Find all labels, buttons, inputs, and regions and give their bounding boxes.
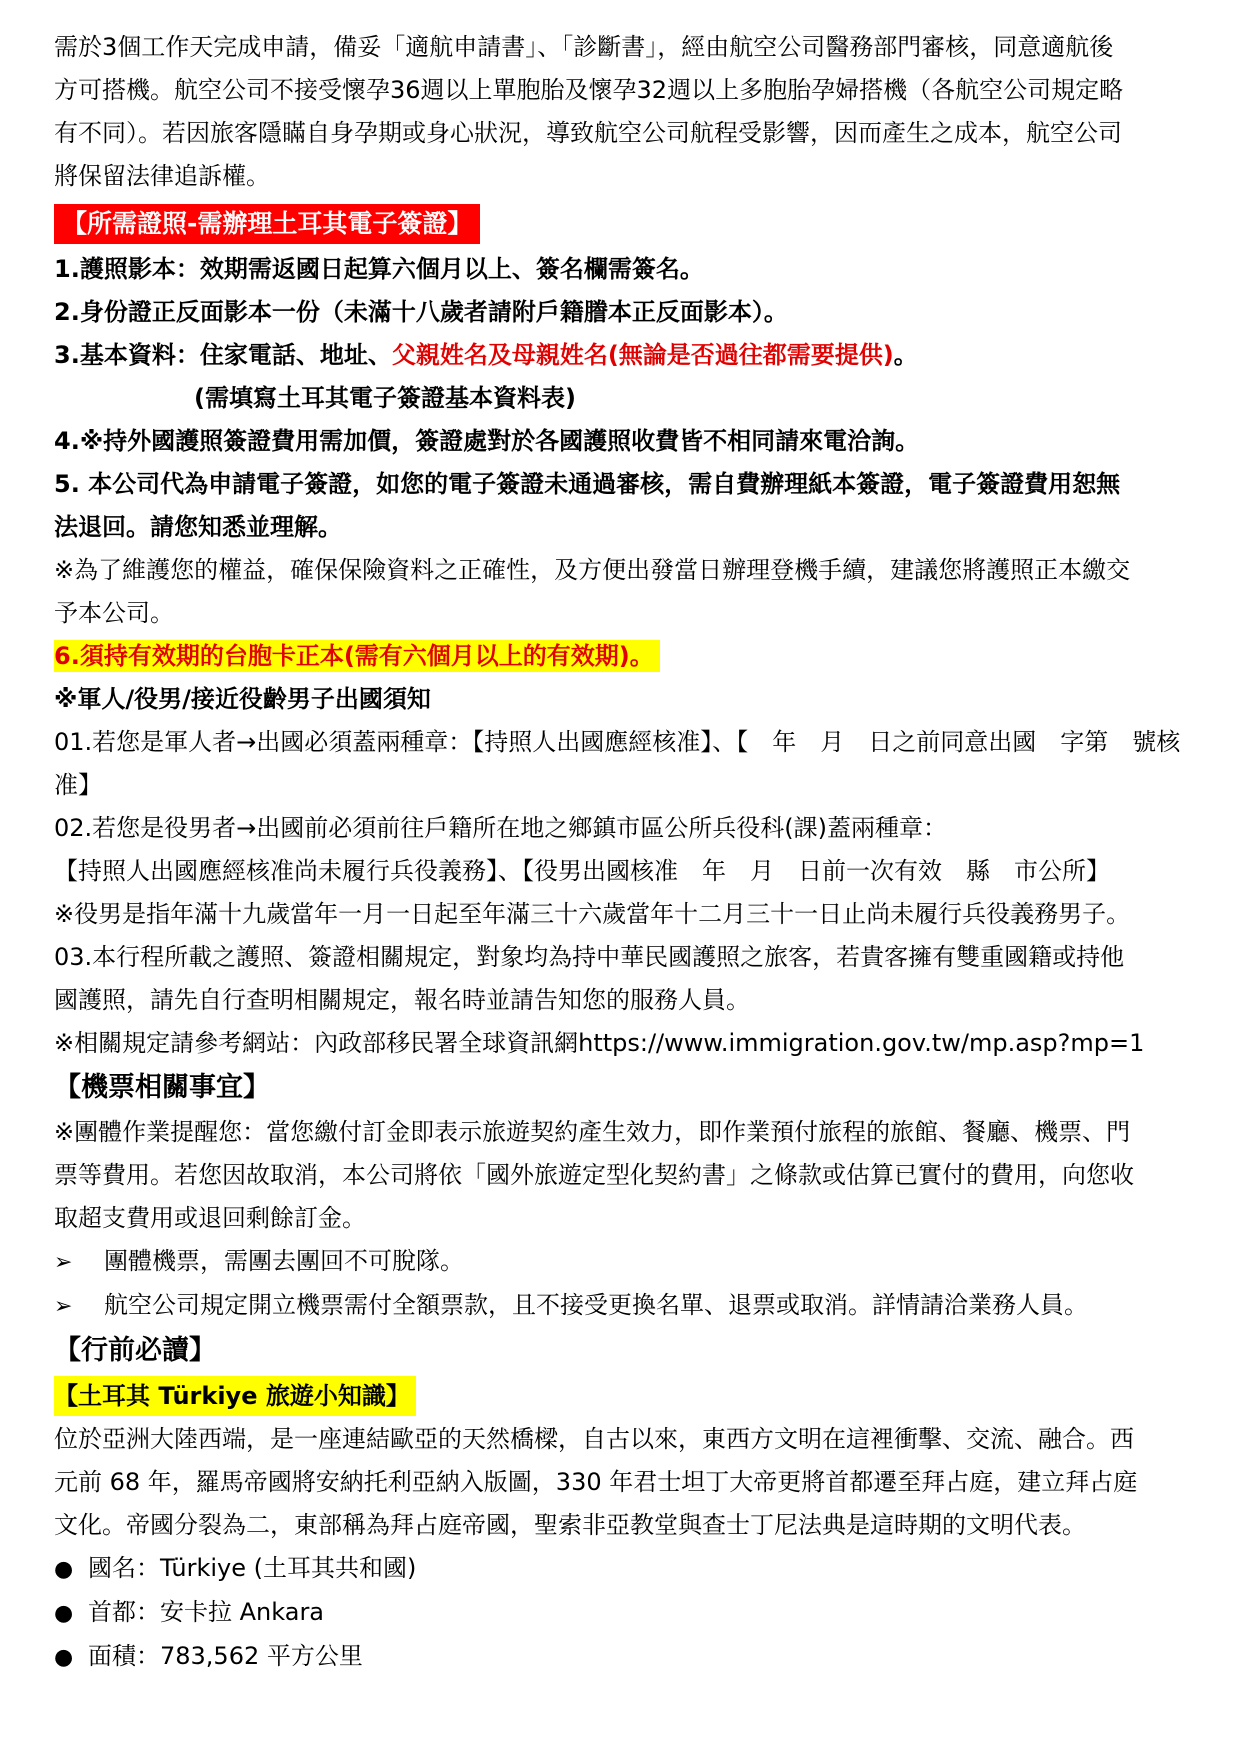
passport-note-line-1: ※為了維護您的權益，確保保險資料之正確性，及方便出發當日辦理登機手續，建議您將護照正本繳交 [54,556,1131,584]
documents-item-6 [54,635,1194,678]
document-page [54,26,1194,1679]
turkey-fact-text: 面積：783,562 平方公里 [88,1642,363,1670]
turkey-fact [54,1547,1194,1591]
tickets-bullet-text: 航空公司規定開立機票需付全額票款，且不接受更換名單、退票或取消。詳情請洽業務人員。 [104,1291,1088,1319]
dot-bullet-icon: ● [54,1557,74,1582]
turkey-desc-line-3: 文化。帝國分裂為二，東部稱為拜占庭帝國，聖索非亞教堂與查士丁尼法典是這時期的文明代表。 [54,1511,1086,1539]
tickets-notice-line-2: 票等費用。若您因故取消，本公司將依「國外旅遊定型化契約書」之條款或估算已實付的費用，向您收 [54,1161,1134,1189]
tickets-notice-line-3: 取超支費用或退回剩餘訂金。 [54,1204,366,1232]
tickets-bullet [54,1284,1194,1328]
arrow-bullet-icon: ➢ [54,1250,73,1275]
turkey-fact-text: 國名：Türkiye (土耳其共和國) [88,1554,417,1582]
documents-title: 【所需證照-需辦理土耳其電子簽證】 [54,204,480,244]
military-item-02-line-2: 【持照人出國應經核准尚未履行兵役義務】、【役男出國核准 年 月 日前一次有效 縣 市公所】 [54,857,1110,885]
turkey-fact [54,1591,1194,1635]
tickets-title: 【機票相關事宜】 [54,1072,270,1103]
dot-bullet-icon: ● [54,1645,74,1670]
intro-line-4: 將保留法律追訴權。 [54,162,270,190]
documents-item-5-line-2: 法退回。請您知悉並理解。 [54,513,342,541]
documents-section [54,198,1194,678]
military-item-01-line-2: 准】 [54,771,102,799]
intro-line-2: 方可搭機。航空公司不接受懷孕36週以上單胞胎及懷孕32週以上多胞胎孕婦搭機（各航空公司規定略 [54,76,1124,104]
arrow-bullet-icon: ➢ [54,1294,73,1319]
intro-line-3: 有不同）。若因旅客隱瞞自身孕期或身心狀況，導致航空公司航程受影響，因而產生之成本，航空公司 [54,119,1122,147]
tickets-bullet-text: 團體機票，需團去團回不可脫隊。 [104,1247,464,1275]
military-reference: ※相關規定請參考網站：內政部移民署全球資訊網https://www.immigration.gov.tw/mp.asp?mp=1 [54,1029,1145,1057]
military-item-03-line-2: 國護照，請先自行查明相關規定，報名時並請告知您的服務人員。 [54,986,750,1014]
documents-item-3-red: 父親姓名及母親姓名(無論是否過往都需要提供) [391,341,894,369]
military-section [54,678,1194,1065]
documents-item-3-suffix: 。 [893,341,918,369]
turkey-desc-line-1: 位於亞洲大陸西端，是一座連結歐亞的天然橋樑，自古以來，東西方文明在這裡衝擊、交流、融合。西 [54,1425,1134,1453]
military-item-03-line-1: 03.本行程所載之護照、簽證相關規定，對象均為持中華民國護照之旅客，若貴客擁有雙重國籍或持他 [54,943,1125,971]
tickets-bullet [54,1240,1194,1284]
dot-bullet-icon: ● [54,1601,74,1626]
documents-item-5-line-1: 5. 本公司代為申請電子簽證，如您的電子簽證未通過審核，需自費辦理紙本簽證，電子簽證費用恕無 [54,470,1121,498]
military-item-02-line-1: 02.若您是役男者→出國前必須前往戶籍所在地之鄉鎮市區公所兵役科(課)蓋兩種章： [54,814,948,842]
turkey-fact [54,1635,1194,1679]
military-item-01-line-1: 01.若您是軍人者→出國必須蓋兩種章：【持照人出國應經核准】、【 年 月 日之前同意出國 字第 號核 [54,728,1181,756]
documents-item-2: 2.身份證正反面影本一份（未滿十八歲者請附戶籍謄本正反面影本）。 [54,298,788,326]
documents-item-1: 1.護照影本：效期需返國日起算六個月以上、簽名欄需簽名。 [54,255,704,283]
turkey-fact-text: 首都：安卡拉 Ankara [88,1598,325,1626]
before-travel-section [54,1328,1194,1679]
documents-item-3 [54,334,1194,377]
military-definition: ※役男是指年滿十九歲當年一月一日起至年滿三十六歲當年十二月三十一日止尚未履行兵役義務男子。 [54,900,1131,928]
passport-note-line-2: 予本公司。 [54,599,174,627]
intro-line-1: 需於3個工作天完成申請，備妥「適航申請書」、「診斷書」，經由航空公司醫務部門審核，同意適航後 [54,33,1114,61]
before-travel-title: 【行前必讀】 [54,1335,216,1366]
documents-item-6-highlight: 6.須持有效期的台胞卡正本(需有六個月以上的有效期)。 [54,640,660,672]
turkey-tips-subtitle: 【土耳其 Türkiye 旅遊小知識】 [54,1376,416,1416]
turkey-desc-line-2: 元前 68 年，羅馬帝國將安納托利亞納入版圖，330 年君士坦丁大帝更將首都遷至拜占庭，建立拜占庭 [54,1468,1138,1496]
tickets-notice-line-1: ※團體作業提醒您：當您繳付訂金即表示旅遊契約產生效力，即作業預付旅程的旅館、餐廳、機票、門 [54,1118,1131,1146]
documents-item-3-prefix: 3.基本資料：住家電話、地址、 [54,341,392,369]
documents-item-3-note: (需填寫土耳其電子簽證基本資料表) [194,384,576,412]
tickets-section [54,1065,1194,1328]
military-title: ※軍人/役男/接近役齡男子出國須知 [54,685,431,713]
documents-item-4: 4.※持外國護照簽證費用需加價，簽證處對於各國護照收費皆不相同請來電洽詢。 [54,427,920,455]
